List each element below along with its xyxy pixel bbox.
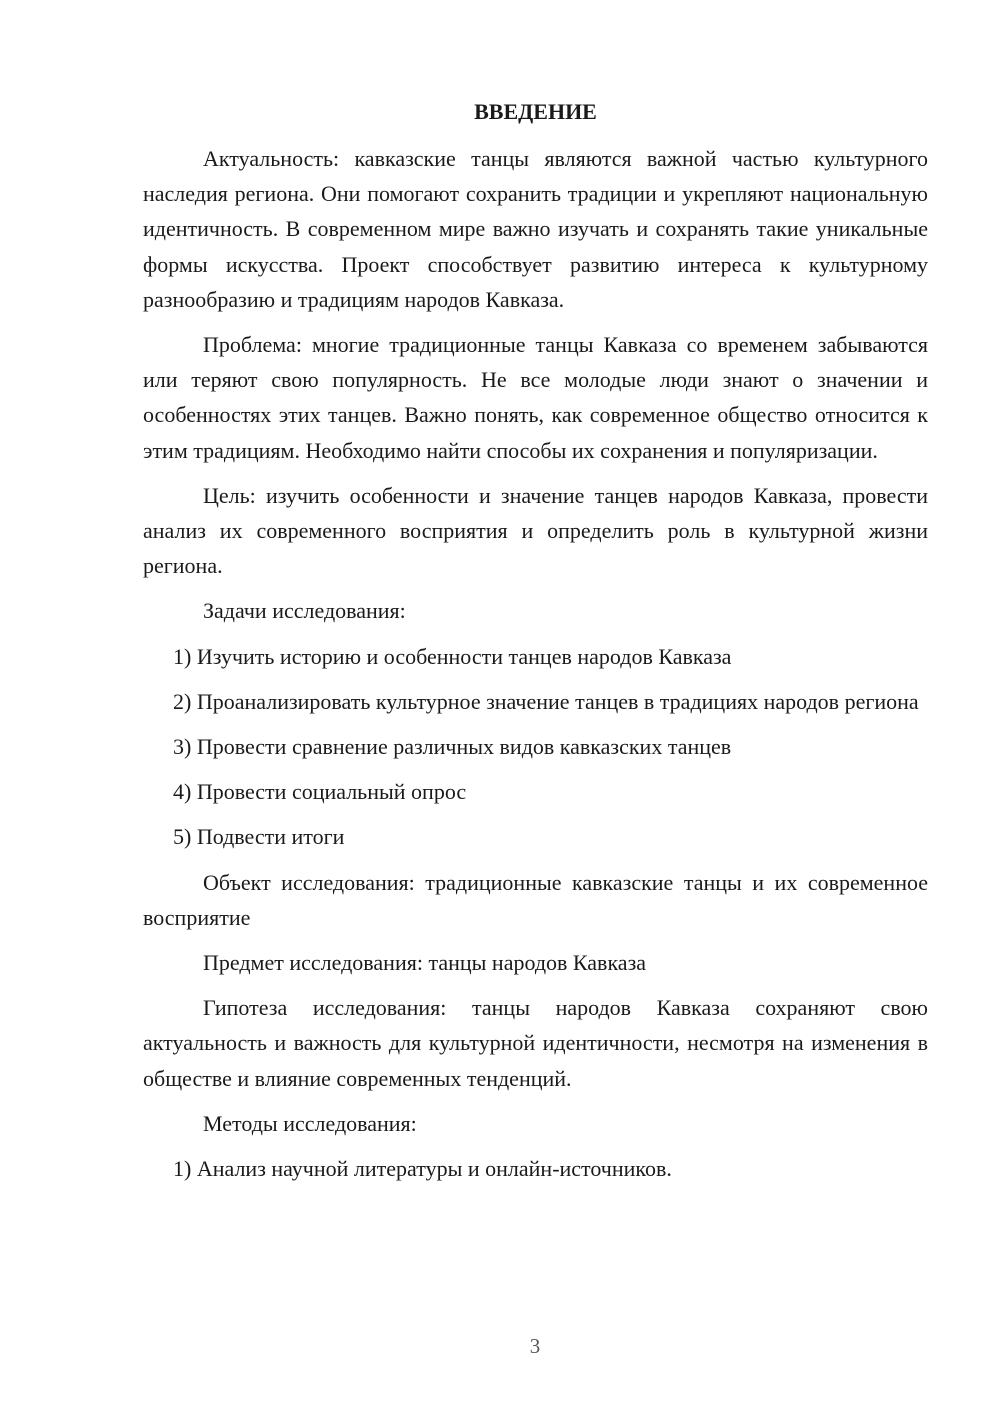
hypothesis-paragraph: Гипотеза исследования: танцы народов Кавказа сохраняют свою актуальность и важность для культурной идентичности, несмотря на изменения в обществе и влияние современных тенденций.	[143, 995, 928, 1091]
tasks-title: Задачи исследования:	[203, 598, 406, 624]
goal-paragraph: Цель: изучить особенности и значение танцев народов Кавказа, провести анализ их современного восприятия и определить роль в культурной жизни региона.	[143, 482, 928, 579]
section-heading: ВВЕДЕНИЕ	[474, 99, 597, 124]
problem-paragraph: Проблема: многие традиционные танцы Кавказа со временем забываются или теряют свою популярность. Не все молодые люди знают о значении и особенностях этих танцев. Важно понять, как современное общество относится к этим традициям. Необходимо найти способы их сохранения и популяризации.	[143, 332, 928, 463]
method-item: 1) Анализ научной литературы и онлайн-источников.	[173, 1156, 672, 1182]
task-item: 1) Изучить историю и особенности танцев народов Кавказа	[173, 643, 732, 669]
object-paragraph: Объект исследования: традиционные кавказские танцы и их современное восприятие	[143, 869, 928, 930]
task-item: 5) Подвести итоги	[173, 824, 345, 850]
subject-paragraph: Предмет исследования: танцы народов Кавказа	[203, 950, 647, 976]
page-number: 3	[529, 1334, 541, 1358]
page-content	[143, 94, 928, 1196]
task-item: 3) Провести сравнение различных видов кавказских танцев	[173, 734, 732, 760]
task-item: 4) Провести социальный опрос	[173, 779, 467, 805]
methods-title: Методы исследования:	[203, 1110, 417, 1136]
task-item: 2) Проанализировать культурное значение танцев в традициях народов региона	[173, 688, 919, 714]
relevance-paragraph: Актуальность: кавказские танцы являются важной частью культурного наследия региона. Они помогают сохранить традиции и укрепляют национальную идентичность. В современном мире важно изучать и сохранять такие уникальные формы искусства. Проект способствует развитию интереса к культурному разнообразию и традициям народов Кавказа.	[143, 146, 928, 312]
